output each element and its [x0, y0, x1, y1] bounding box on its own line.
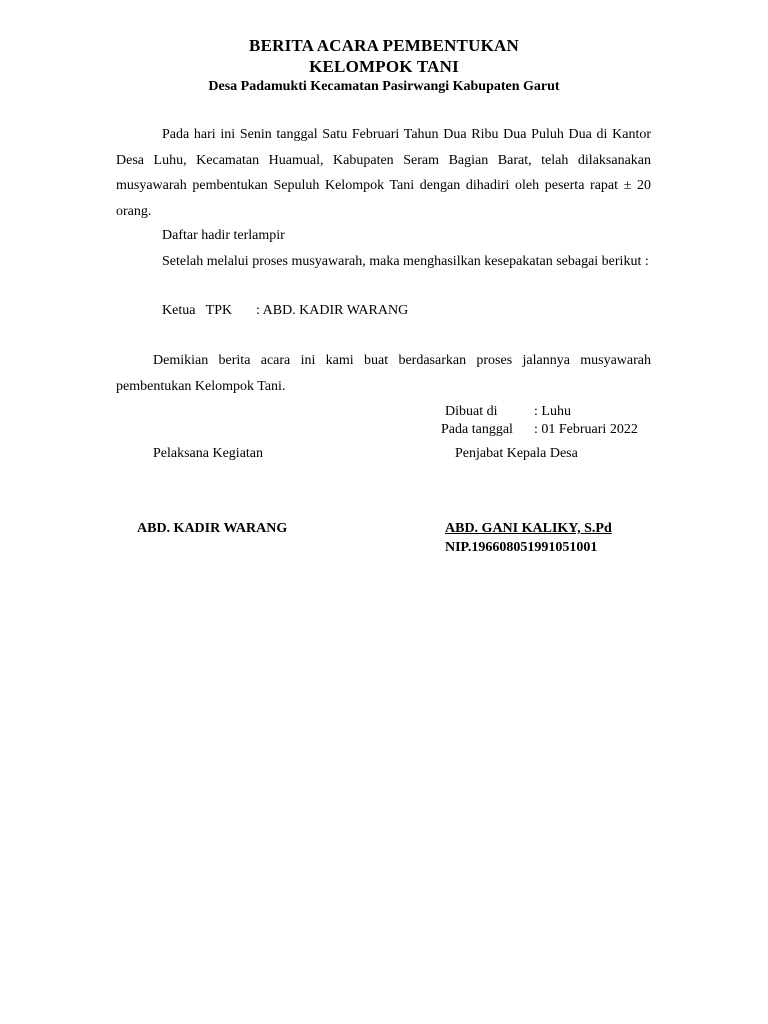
- ketua-label: Ketua TPK: [162, 303, 233, 318]
- place-row: [445, 402, 571, 422]
- closing-paragraph: [116, 348, 651, 399]
- place-value: : Luhu: [534, 404, 571, 419]
- closing-paragraph-text: Demikian berita acara ini kami buat berdasarkan proses jalannya musyawarah pembentukan Kelompok Tani.: [116, 353, 651, 394]
- agreement-paragraph-text: Setelah melalui proses musyawarah, maka menghasilkan kesepakatan sebagai berikut :: [162, 254, 649, 269]
- document-title-line2: KELOMPOK TANI: [309, 57, 459, 76]
- left-signatory-role: Pelaksana Kegiatan: [153, 446, 264, 461]
- right-signatory-role: Penjabat Kepala Desa: [455, 446, 578, 461]
- place-label: Dibuat di: [445, 404, 498, 419]
- date-label: Pada tanggal: [441, 422, 513, 437]
- right-signatory-name: ABD. GANI KALIKY, S.Pd: [445, 521, 612, 536]
- date-row: [441, 420, 638, 440]
- left-signatory-name: ABD. KADIR WARANG: [137, 521, 288, 536]
- ketua-value: : ABD. KADIR WARANG: [256, 303, 409, 318]
- opening-paragraph: [116, 122, 651, 224]
- right-signatory-nip: NIP.196608051991051001: [445, 540, 598, 555]
- document-header: [0, 35, 768, 97]
- ketua-row: [162, 301, 408, 321]
- agreement-paragraph: [116, 249, 651, 275]
- document-subtitle: Desa Padamukti Kecamatan Pasirwangi Kabupaten Garut: [208, 79, 560, 94]
- opening-paragraph-text: Pada hari ini Senin tanggal Satu Februari Tahun Dua Ribu Dua Puluh Dua di Kantor Desa Luhu, Kecamatan Huamual, Kabupaten Seram Bagian Barat, telah dilaksanakan musyawarah pembentukan Sepuluh Kelompok Tani dengan dihadiri oleh peserta rapat ± 20 orang.: [116, 127, 651, 219]
- document-title-line1: BERITA ACARA PEMBENTUKAN: [249, 36, 519, 55]
- attendance-note: Daftar hadir terlampir: [162, 228, 285, 243]
- right-signatory-block: [445, 519, 612, 557]
- date-value: : 01 Februari 2022: [534, 422, 638, 437]
